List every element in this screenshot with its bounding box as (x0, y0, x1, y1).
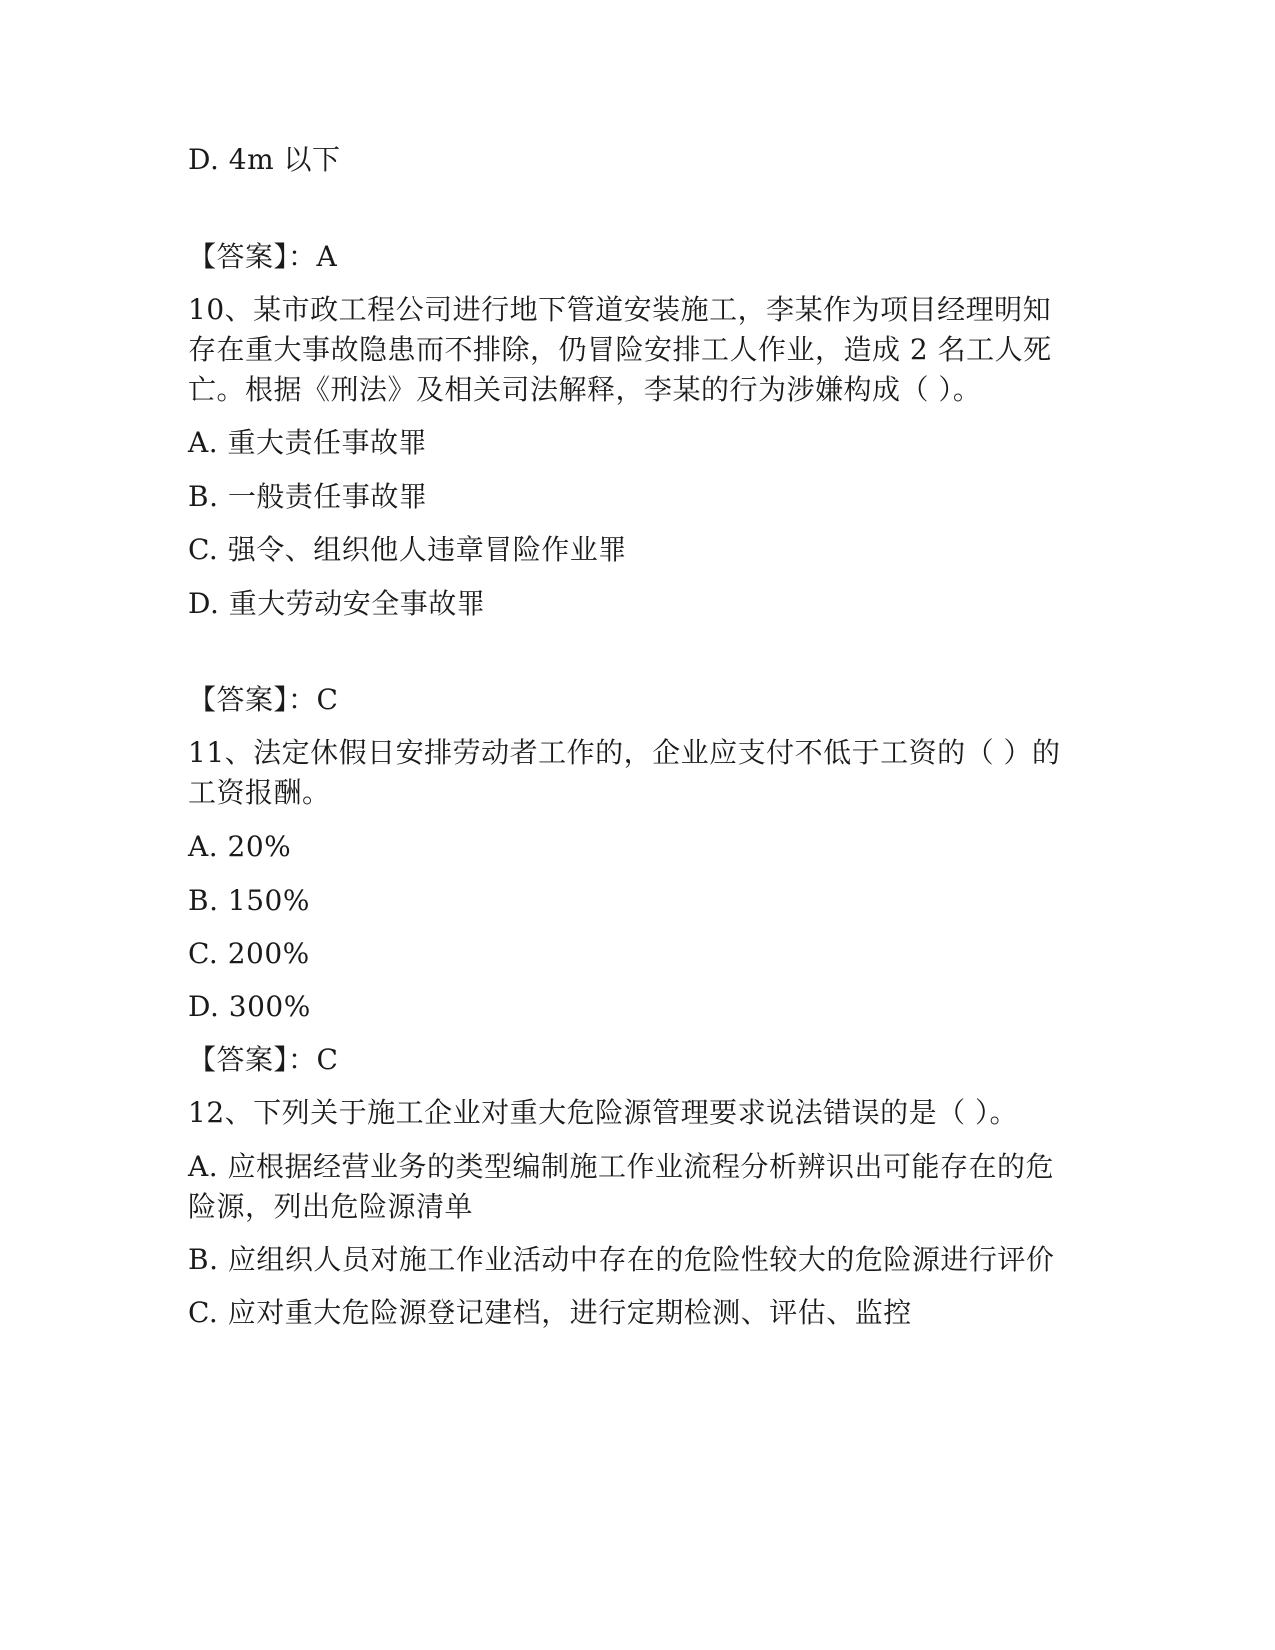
prev-question-answer: 【答案】：A (188, 240, 338, 273)
q11-option-a: A. 20% (188, 830, 292, 863)
q11-stem-line-1: 11、法定休假日安排劳动者工作的，企业应支付不低于工资的（ ）的 (188, 736, 1061, 769)
q10-option-d: D. 重大劳动安全事故罪 (188, 587, 486, 620)
q11-option-d: D. 300% (188, 990, 311, 1023)
q10-option-a: A. 重大责任事故罪 (188, 426, 428, 459)
q11-answer: 【答案】：C (188, 1043, 339, 1076)
q10-option-c: C. 强令、组织他人违章冒险作业罪 (188, 533, 627, 566)
q10-stem-line-1: 10、某市政工程公司进行地下管道安装施工，李某作为项目经理明知 (188, 293, 1052, 326)
q10-stem-line-2: 存在重大事故隐患而不排除，仍冒险安排工人作业，造成 2 名工人死 (188, 333, 1052, 366)
q11-option-b: B. 150% (188, 884, 310, 917)
q12-option-a-line-2: 险源，列出危险源清单 (188, 1190, 474, 1223)
q12-option-b: B. 应组织人员对施工作业活动中存在的危险性较大的危险源进行评价 (188, 1243, 1055, 1276)
prev-question-option-d: D. 4m 以下 (188, 143, 341, 176)
q12-option-c: C. 应对重大危险源登记建档，进行定期检测、评估、监控 (188, 1296, 912, 1329)
q10-option-b: B. 一般责任事故罪 (188, 480, 428, 513)
q10-answer: 【答案】：C (188, 683, 339, 716)
q12-stem-line-1: 12、下列关于施工企业对重大危险源管理要求说法错误的是（ ）。 (188, 1096, 1019, 1129)
q11-option-c: C. 200% (188, 937, 310, 970)
q10-stem-line-3: 亡。根据《刑法》及相关司法解释，李某的行为涉嫌构成（ ）。 (188, 373, 982, 406)
q12-option-a-line-1: A. 应根据经营业务的类型编制施工作业流程分析辨识出可能存在的危 (188, 1150, 1055, 1183)
q11-stem-line-2: 工资报酬。 (188, 776, 331, 809)
